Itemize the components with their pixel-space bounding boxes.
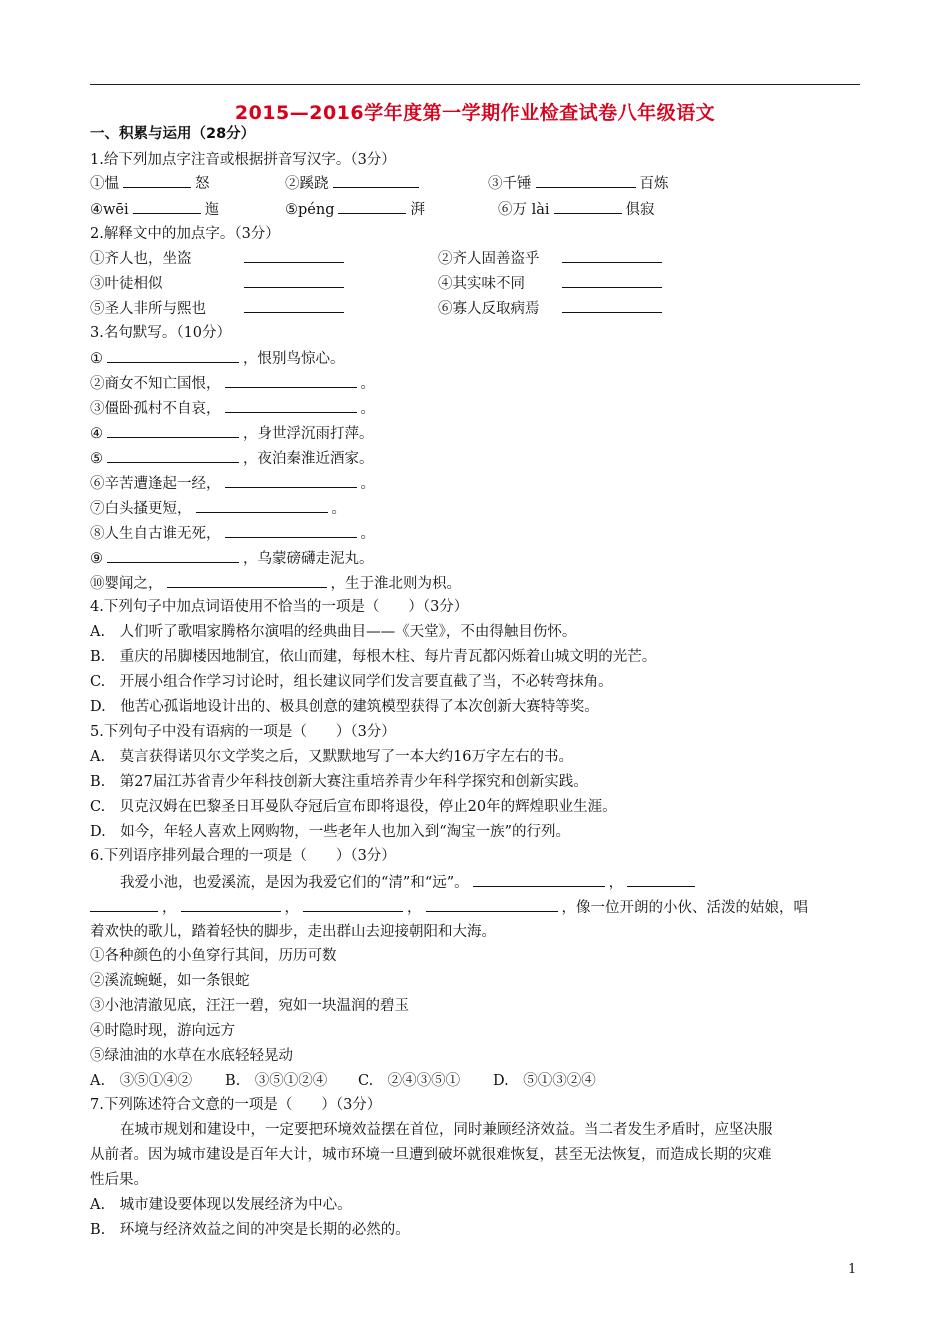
answer-blank[interactable]	[303, 897, 403, 912]
q4-option-b: B. 重庆的吊脚楼因地制宜，依山而建，每根木柱、每片青瓦都闪烁着山城文明的光芒。	[90, 649, 657, 665]
q7-passage-line-2: 从前者。因为城市建设是百年大计，城市环境一旦遭到破坏就很难恢复，甚至无法恢复，而造成长期的灾难	[90, 1147, 772, 1163]
answer-blank[interactable]	[225, 373, 357, 388]
answer-blank[interactable]	[244, 273, 344, 288]
q6-choice-a: A. ③⑤①④②	[90, 1073, 193, 1089]
q6-item: ②溪流蜿蜒，如一条银蛇	[90, 973, 250, 989]
answer-blank[interactable]	[627, 872, 695, 887]
answer-blank[interactable]	[107, 348, 239, 363]
q3-line: ⑥辛苦遭逢起一经， 。	[90, 473, 375, 494]
q3-line: ④ ，身世浮沉雨打萍。	[90, 423, 374, 444]
answer-blank[interactable]	[562, 248, 662, 263]
q7-passage-line-1: 在城市规划和建设中，一定要把环境效益摆在首位，同时兼顾经济效益。当二者发生矛盾时，应坚决服	[120, 1122, 773, 1138]
answer-blank[interactable]	[426, 897, 558, 912]
page-number: 1	[848, 1262, 857, 1277]
q1-item-2: ②蹊跷	[285, 173, 423, 194]
answer-blank[interactable]	[123, 173, 191, 188]
q7-option-b: B. 环境与经济效益之间的冲突是长期的必然的。	[90, 1222, 410, 1238]
q5-option-b: B. 第27届江苏省青少年科技创新大赛注重培养青少年科学探究和创新实践。	[90, 774, 588, 790]
q7-option-a: A. 城市建设要体现以发展经济为中心。	[90, 1197, 352, 1213]
q1-item-5: ⑤péng 湃	[285, 199, 425, 220]
q3-line: ⑨ ，乌蒙磅礴走泥丸。	[90, 548, 374, 569]
q3-line: ②商女不知亡国恨， 。	[90, 373, 375, 394]
q6-passage-line-1: 我爱小池，也爱溪流，是因为我爱它们的“清”和“远”。 ，	[120, 872, 699, 893]
q6-stem: 6.下列语序排列最合理的一项是（ ）（3分）	[90, 848, 396, 864]
answer-blank[interactable]	[225, 473, 357, 488]
q2-item: ②齐人固善盗乎	[438, 248, 666, 269]
q6-passage-line-2: ， ， ， ，像一位开朗的小伙、活泼的姑娘，唱	[90, 897, 808, 918]
q3-line: ① ，恨别鸟惊心。	[90, 348, 345, 369]
q3-stem: 3.名句默写。（10分）	[90, 325, 232, 341]
q2-item: ①齐人也，坐盗	[90, 248, 348, 269]
answer-blank[interactable]	[133, 199, 201, 214]
answer-blank[interactable]	[554, 199, 622, 214]
q4-option-d: D. 他苦心孤诣地设计出的、极具创意的建筑模型获得了本次创新大赛特等奖。	[90, 699, 599, 715]
answer-blank[interactable]	[107, 423, 239, 438]
q3-line: ③僵卧孤村不自哀， 。	[90, 398, 375, 419]
q1-item-6: ⑥万 lài 俱寂	[498, 199, 655, 220]
q2-stem: 2.解释文中的加点字。（3分）	[90, 226, 280, 242]
answer-blank[interactable]	[90, 897, 158, 912]
header-rule	[90, 84, 860, 85]
answer-blank[interactable]	[225, 523, 357, 538]
answer-blank[interactable]	[181, 897, 281, 912]
answer-blank[interactable]	[225, 398, 357, 413]
answer-blank[interactable]	[536, 173, 636, 188]
q2-item: ④其实味不同	[438, 273, 666, 294]
q6-choice-c: C. ②④③⑤①	[358, 1073, 461, 1089]
q6-item: ③小池清澈见底，汪汪一碧，宛如一块温润的碧玉	[90, 998, 409, 1014]
answer-blank[interactable]	[338, 199, 406, 214]
page-title: 2015—2016学年度第一学期作业检查试卷八年级语文	[234, 102, 716, 124]
q1-item-3: ③千锤 百炼	[488, 173, 669, 194]
q7-stem: 7.下列陈述符合文意的一项是（ ）（3分）	[90, 1097, 382, 1113]
q6-item: ⑤绿油油的水草在水底轻轻晃动	[90, 1048, 293, 1064]
q5-option-c: C. 贝克汉姆在巴黎圣日耳曼队夺冠后宣布即将退役，停止20年的辉煌职业生涯。	[90, 799, 617, 815]
q1-item-4: ④wēi 迤	[90, 199, 219, 220]
q6-item: ④时隐时现，游向远方	[90, 1023, 235, 1039]
q6-item: ①各种颜色的小鱼穿行其间，历历可数	[90, 948, 337, 964]
q3-line: ⑦白头搔更短， 。	[90, 498, 346, 519]
answer-blank[interactable]	[244, 298, 344, 313]
q6-choice-d: D. ⑤①③②④	[493, 1073, 596, 1089]
q1-item-1: ①愠 怒	[90, 173, 210, 194]
q1-stem: 1.给下列加点字注音或根据拼音写汉字。（3分）	[90, 152, 396, 168]
q4-option-a: A. 人们听了歌唱家腾格尔演唱的经典曲目——《天堂》，不由得触目伤怀。	[90, 624, 577, 640]
q4-option-c: C. 开展小组合作学习讨论时，组长建议同学们发言要直截了当，不必转弯抹角。	[90, 674, 613, 690]
answer-blank[interactable]	[473, 872, 605, 887]
q3-line: ⑧人生自古谁无死， 。	[90, 523, 375, 544]
q6-passage-line-3: 着欢快的歌儿，踏着轻快的脚步，走出群山去迎接朝阳和大海。	[90, 924, 496, 940]
q5-stem: 5.下列句子中没有语病的一项是（ ）（3分）	[90, 724, 396, 740]
q6-choice-b: B. ③⑤①②④	[225, 1073, 328, 1089]
answer-blank[interactable]	[107, 448, 239, 463]
section-heading: 一、积累与运用（28分）	[90, 126, 256, 142]
q2-item: ⑤圣人非所与熙也	[90, 298, 348, 319]
q2-item: ③叶徒相似	[90, 273, 348, 294]
answer-blank[interactable]	[196, 498, 328, 513]
q7-passage-line-3: 性后果。	[90, 1172, 148, 1188]
answer-blank[interactable]	[562, 298, 662, 313]
q5-option-a: A. 莫言获得诺贝尔文学奖之后，又默默地写了一本大约16万字左右的书。	[90, 749, 574, 765]
answer-blank[interactable]	[167, 573, 327, 588]
answer-blank[interactable]	[333, 173, 419, 188]
q3-line: ⑩婴闻之， ，生于淮北则为枳。	[90, 573, 461, 594]
q4-stem: 4.下列句子中加点词语使用不恰当的一项是（ ）（3分）	[90, 599, 469, 615]
q3-line: ⑤ ，夜泊秦淮近酒家。	[90, 448, 374, 469]
answer-blank[interactable]	[562, 273, 662, 288]
answer-blank[interactable]	[244, 248, 344, 263]
answer-blank[interactable]	[107, 548, 239, 563]
q5-option-d: D. 如今，年轻人喜欢上网购物，一些老年人也加入到“淘宝一族”的行列。	[90, 824, 571, 840]
q2-item: ⑥寡人反取病焉	[438, 298, 666, 319]
